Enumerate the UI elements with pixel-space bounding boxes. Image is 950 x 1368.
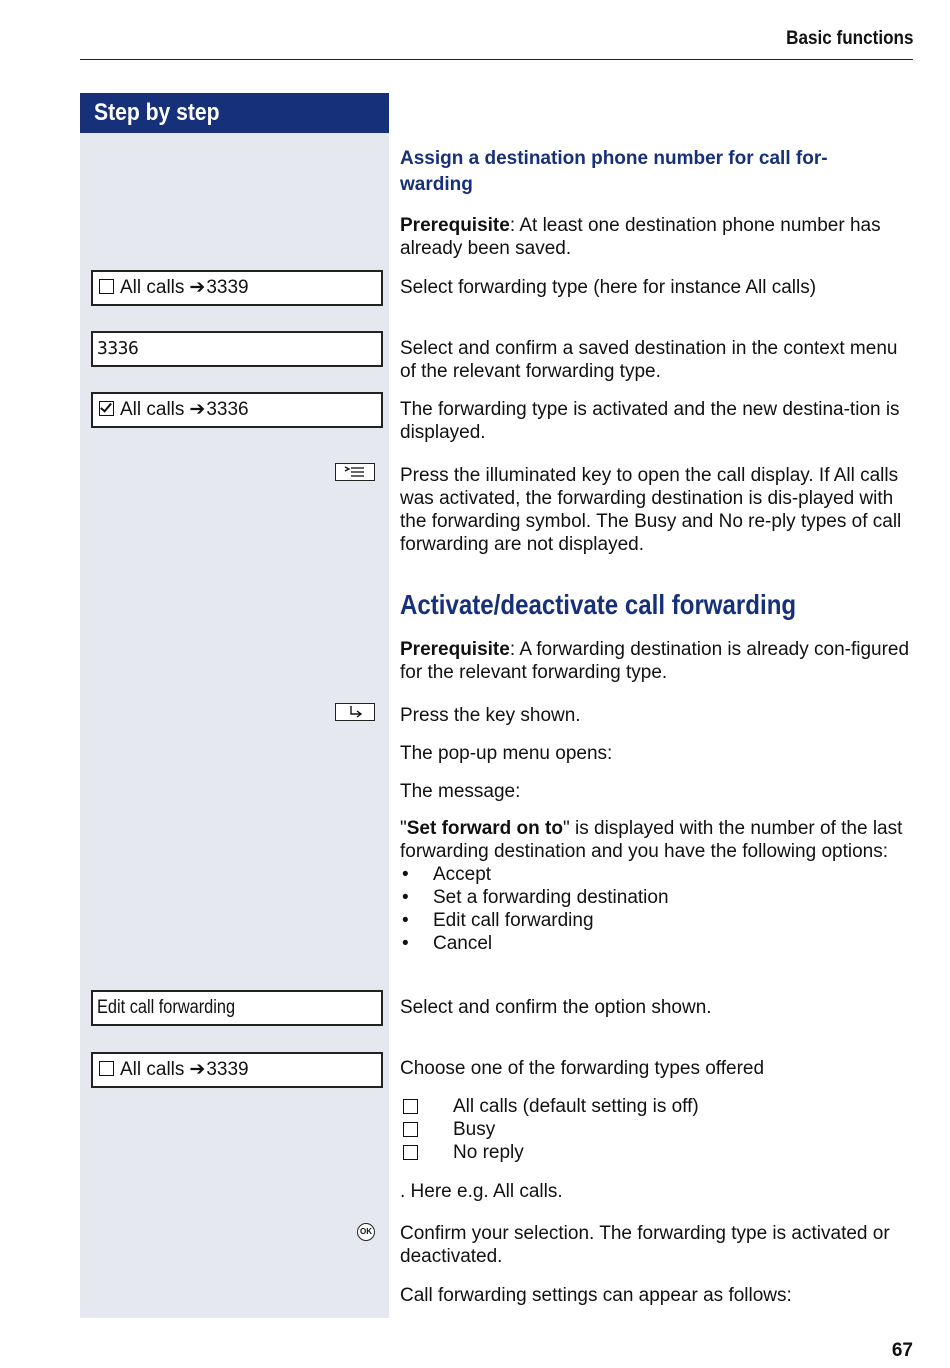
list-item: • Cancel bbox=[400, 932, 915, 955]
display-label: All calls bbox=[120, 277, 185, 298]
quote-mark: " bbox=[400, 818, 407, 839]
display-number: 3336 bbox=[206, 399, 249, 420]
step-settings: Call forwarding settings can appear as follows: bbox=[400, 1285, 792, 1306]
message-rest: " is displayed with the number of the last forwarding destination and you have the following options: bbox=[400, 818, 903, 862]
step-press-illuminated: Press the illuminated key to open the call display. If All calls was activated, the forwarding destination is dis-played with the forwarding symbol. The Busy and No re-ply types of call forwarding are not displayed. bbox=[400, 465, 902, 555]
sidebar-heading bbox=[80, 93, 389, 133]
step-select-destination: Select and confirm a saved destination in the context menu of the relevant forwarding type. bbox=[400, 338, 898, 382]
ok-key-icon: OK bbox=[357, 1223, 375, 1241]
step-activated: The forwarding type is activated and the new destina-tion is displayed. bbox=[400, 399, 900, 443]
running-header: Basic functions bbox=[785, 28, 913, 49]
step-confirm: Confirm your selection. The forwarding type is activated or deactivated. bbox=[400, 1223, 890, 1267]
forward-arrow-icon: ➔ bbox=[189, 1059, 206, 1080]
list-item bbox=[400, 1095, 915, 1118]
display-label: 3336 bbox=[97, 338, 139, 359]
list-item bbox=[400, 1118, 915, 1141]
checkbox-unchecked-icon bbox=[99, 279, 114, 294]
type-label: Busy bbox=[453, 1119, 496, 1140]
section-heading-assign: Assign a destination phone number for call for-warding bbox=[400, 148, 828, 195]
step-select-confirm: Select and confirm the option shown. bbox=[400, 997, 712, 1018]
type-label: No reply bbox=[453, 1142, 524, 1163]
step-choose: Choose one of the forwarding types offered bbox=[400, 1058, 765, 1079]
message-bold: Set forward on to bbox=[406, 818, 563, 839]
page-number: 67 bbox=[891, 1340, 913, 1361]
list-item: • Edit call forwarding bbox=[400, 909, 915, 932]
checkbox-icon bbox=[403, 1122, 418, 1137]
display-number: 3339 bbox=[206, 277, 249, 298]
step-here: . Here e.g. All calls. bbox=[400, 1181, 563, 1202]
prerequisite-label: Prerequisite bbox=[400, 639, 510, 660]
menu-key-icon bbox=[335, 463, 375, 481]
message-description bbox=[400, 817, 915, 955]
display-edit-call-forwarding bbox=[91, 990, 383, 1026]
display-all-calls-3339 bbox=[91, 270, 383, 306]
forward-key-icon bbox=[335, 703, 375, 721]
header-rule bbox=[80, 59, 913, 60]
step-select-type: Select forwarding type (here for instance All calls) bbox=[400, 277, 817, 298]
prerequisite-text: : At least one destination phone number has already been saved. bbox=[400, 215, 881, 259]
display-label: Edit call forwarding bbox=[97, 997, 236, 1018]
prerequisite-1 bbox=[400, 214, 915, 260]
display-label: All calls bbox=[120, 1059, 185, 1080]
checkbox-unchecked-icon bbox=[99, 1061, 114, 1076]
prerequisite-2 bbox=[400, 638, 915, 684]
forward-arrow-icon: ➔ bbox=[189, 399, 206, 420]
list-item: • Set a forwarding destination bbox=[400, 886, 915, 909]
forward-arrow-icon: ➔ bbox=[189, 277, 206, 298]
display-all-calls-3336 bbox=[91, 392, 383, 428]
step-press-key: Press the key shown. bbox=[400, 705, 581, 726]
checkbox-icon bbox=[403, 1145, 418, 1160]
type-label: All calls (default setting is off) bbox=[453, 1096, 699, 1117]
display-destination-3336 bbox=[91, 331, 383, 367]
list-item bbox=[400, 1141, 915, 1164]
section-heading-activate: Activate/deactivate call forwarding bbox=[400, 589, 797, 620]
step-popup: The pop-up menu opens: bbox=[400, 743, 613, 764]
checkbox-icon bbox=[403, 1099, 418, 1114]
list-item: • Accept bbox=[400, 863, 915, 886]
display-number: 3339 bbox=[206, 1059, 249, 1080]
forwarding-type-list bbox=[400, 1095, 915, 1164]
checkbox-checked-icon bbox=[99, 401, 114, 416]
sidebar-title: Step by step bbox=[94, 99, 220, 126]
step-message: The message: bbox=[400, 781, 521, 802]
display-all-calls-3339-second bbox=[91, 1052, 383, 1088]
prerequisite-text: : A forwarding destination is already con-figured for the relevant forwarding type. bbox=[400, 639, 910, 683]
display-label: All calls bbox=[120, 399, 185, 420]
prerequisite-label: Prerequisite bbox=[400, 215, 510, 236]
